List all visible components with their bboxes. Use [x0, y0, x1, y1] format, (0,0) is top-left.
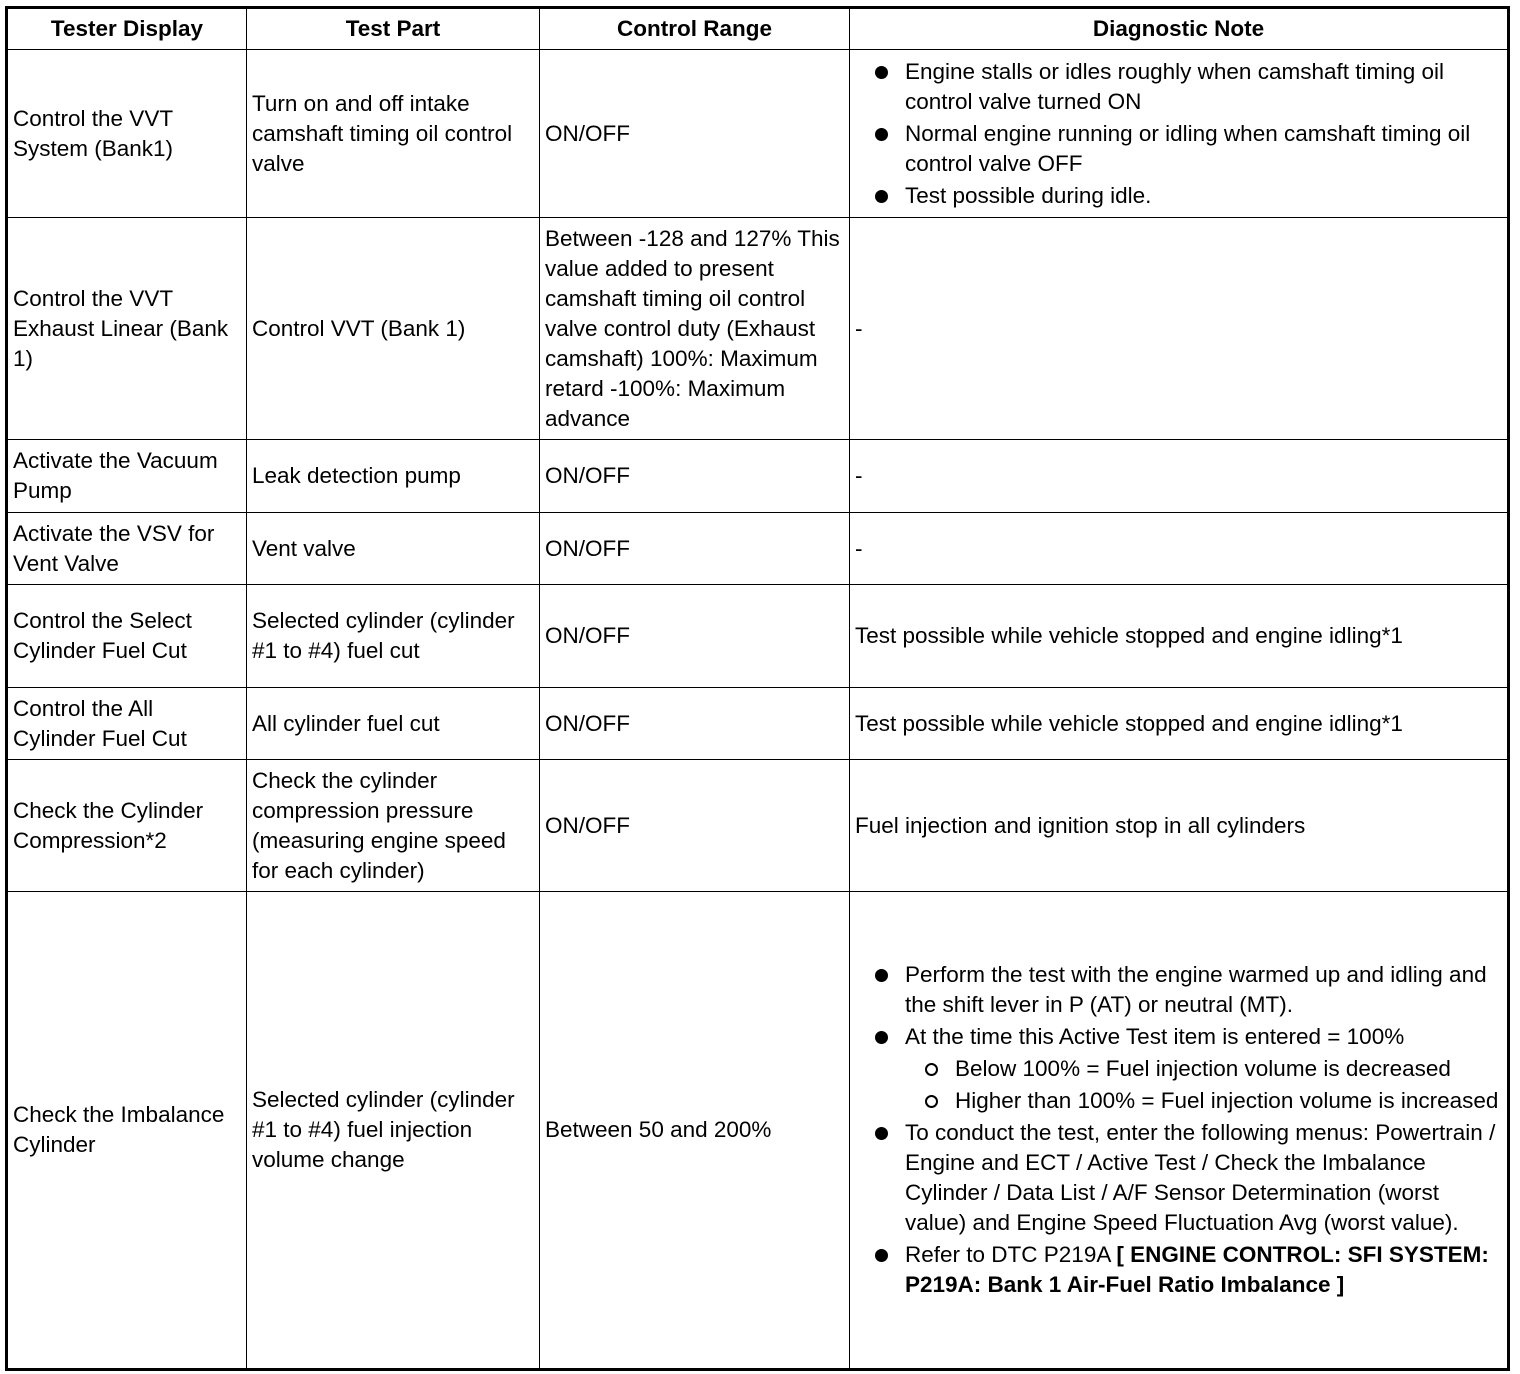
cell-tester-display: Control the VVT Exhaust Linear (Bank 1)	[7, 218, 247, 440]
note-item	[905, 1240, 1502, 1300]
cell-diagnostic-note	[850, 892, 1509, 1370]
cell-test-part: Control VVT (Bank 1)	[247, 218, 540, 440]
active-test-table	[5, 6, 1510, 1371]
header-control-range: Control Range	[540, 8, 850, 50]
note-item: Perform the test with the engine warmed up and idling and the shift lever in P (AT) or neutral (MT).	[905, 960, 1502, 1020]
cell-test-part: Turn on and off intake camshaft timing oil control valve	[247, 50, 540, 218]
cell-diagnostic-note: -	[850, 440, 1509, 513]
cell-test-part: Leak detection pump	[247, 440, 540, 513]
cell-control-range: Between 50 and 200%	[540, 892, 850, 1370]
note-item	[905, 1022, 1502, 1116]
note-item: To conduct the test, enter the following menus: Powertrain / Engine and ECT / Active Test / Check the Imbalance Cylinder / Data List / A/F Sensor Determination (worst value) and Engine Speed Fluctuation Avg (worst value).	[905, 1118, 1502, 1238]
cell-tester-display: Control the All Cylinder Fuel Cut	[7, 688, 247, 760]
cell-diagnostic-note: Test possible while vehicle stopped and engine idling*1	[850, 585, 1509, 688]
note-text: Refer to DTC P219A	[905, 1242, 1111, 1267]
cell-diagnostic-note: Fuel injection and ignition stop in all cylinders	[850, 760, 1509, 892]
cell-test-part: Selected cylinder (cylinder #1 to #4) fuel injection volume change	[247, 892, 540, 1370]
cell-diagnostic-note: Test possible while vehicle stopped and engine idling*1	[850, 688, 1509, 760]
note-item: Normal engine running or idling when camshaft timing oil control valve OFF	[905, 119, 1502, 179]
header-diagnostic-note: Diagnostic Note	[850, 8, 1509, 50]
cell-control-range: ON/OFF	[540, 585, 850, 688]
table-row	[7, 50, 1509, 218]
note-text: At the time this Active Test item is entered = 100%	[905, 1024, 1405, 1049]
table-row	[7, 513, 1509, 585]
header-row	[7, 8, 1509, 50]
note-list	[855, 57, 1502, 211]
cell-control-range: ON/OFF	[540, 513, 850, 585]
sub-note-list	[905, 1054, 1502, 1116]
cell-test-part: All cylinder fuel cut	[247, 688, 540, 760]
note-item: Test possible during idle.	[905, 181, 1502, 211]
cell-control-range: ON/OFF	[540, 688, 850, 760]
table-row	[7, 892, 1509, 1370]
cell-test-part: Selected cylinder (cylinder #1 to #4) fuel cut	[247, 585, 540, 688]
header-tester-display: Tester Display	[7, 8, 247, 50]
cell-test-part: Vent valve	[247, 513, 540, 585]
cell-control-range: ON/OFF	[540, 50, 850, 218]
sub-note-item: Below 100% = Fuel injection volume is decreased	[955, 1054, 1502, 1084]
cell-tester-display: Control the VVT System (Bank1)	[7, 50, 247, 218]
sub-note-item: Higher than 100% = Fuel injection volume is increased	[955, 1086, 1502, 1116]
note-list	[855, 960, 1502, 1300]
cell-control-range: ON/OFF	[540, 760, 850, 892]
table-row	[7, 688, 1509, 760]
dtc-reference-link[interactable]: [ ENGINE CONTROL: SFI SYSTEM: P219A: Bank 1 Air-Fuel Ratio Imbalance ]	[905, 1242, 1489, 1297]
cell-tester-display: Check the Imbalance Cylinder	[7, 892, 247, 1370]
cell-control-range: Between -128 and 127% This value added to present camshaft timing oil control valve control duty (Exhaust camshaft) 100%: Maximum retard -100%: Maximum advance	[540, 218, 850, 440]
cell-tester-display: Control the Select Cylinder Fuel Cut	[7, 585, 247, 688]
note-item: Engine stalls or idles roughly when camshaft timing oil control valve turned ON	[905, 57, 1502, 117]
table-row	[7, 218, 1509, 440]
cell-diagnostic-note: -	[850, 513, 1509, 585]
cell-diagnostic-note	[850, 50, 1509, 218]
cell-test-part: Check the cylinder compression pressure (measuring engine speed for each cylinder)	[247, 760, 540, 892]
cell-tester-display: Check the Cylinder Compression*2	[7, 760, 247, 892]
table-row	[7, 760, 1509, 892]
table-row	[7, 585, 1509, 688]
header-test-part: Test Part	[247, 8, 540, 50]
cell-tester-display: Activate the VSV for Vent Valve	[7, 513, 247, 585]
table-row	[7, 440, 1509, 513]
cell-control-range: ON/OFF	[540, 440, 850, 513]
cell-diagnostic-note: -	[850, 218, 1509, 440]
cell-tester-display: Activate the Vacuum Pump	[7, 440, 247, 513]
